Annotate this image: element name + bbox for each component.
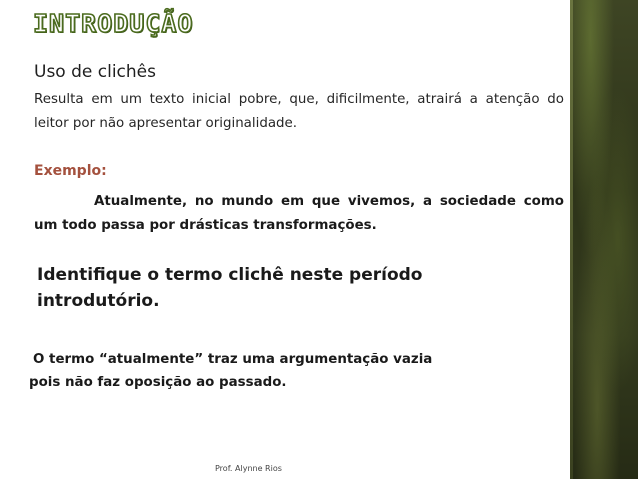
answer-line-1: O termo “atualmente” traz uma argumentação vazia [33, 352, 433, 367]
intro-paragraph: Resulta em um texto inicial pobre, que, dificilmente, atrairá a atenção do leitor por não apresentar originalidade. [34, 92, 564, 131]
answer-text [29, 348, 503, 394]
example-text-content: Atualmente, no mundo em que vivemos, a sociedade como um todo passa por drásticas transformações. [34, 194, 564, 233]
question-text: Identifique o termo clichê neste período introdutório. [37, 265, 423, 311]
example-text [34, 190, 564, 238]
slide-subtitle: Uso de clichês [34, 62, 156, 82]
footer-author: Prof. Alynne Rios [215, 464, 282, 473]
answer-line-2: pois não faz oposição ao passado. [29, 375, 287, 390]
example-label: Exemplo: [34, 163, 107, 179]
slide-title: INTRODUÇÃO [33, 9, 194, 38]
decorative-side-panel [570, 0, 638, 479]
